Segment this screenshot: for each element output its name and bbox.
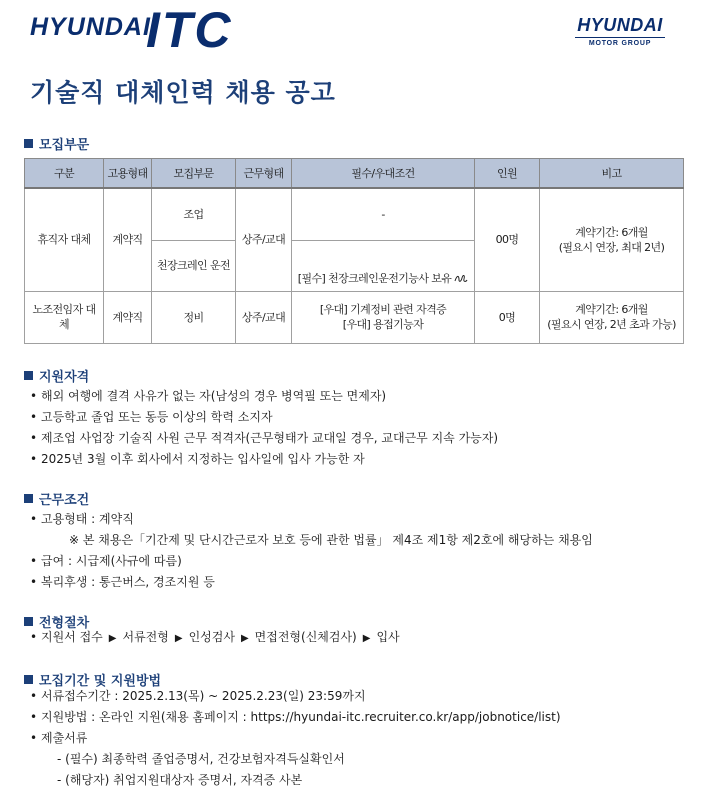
section-period-label: 모집기간 및 지원방법 — [39, 674, 162, 689]
cell-work-type: 상주/교대 — [236, 188, 292, 291]
list-item: • 복리후생 : 통근버스, 경조지원 등 — [30, 572, 593, 593]
cell-employment: 계약직 — [104, 291, 152, 343]
cell-employment: 계약직 — [104, 188, 152, 291]
note-line: (필요시 연장, 2년 초과 가능) — [547, 318, 676, 331]
note-line: (필요시 연장, 최대 2년) — [558, 240, 665, 254]
page-title: 기술직 대체인력 채용 공고 — [30, 78, 336, 107]
process-step: 입사 — [376, 630, 400, 644]
cell-dept: 천장크레인 운전 — [152, 240, 236, 291]
process-steps — [30, 627, 400, 648]
section-recruit-heading — [24, 134, 89, 153]
note-line: 계약기간: 6개월 — [575, 303, 648, 316]
square-bullet-icon — [24, 494, 33, 503]
cell-condition: - — [292, 188, 475, 240]
cell-condition — [292, 240, 475, 291]
condition-text: [필수] 천장크레인운전기능사 보유 — [297, 271, 452, 285]
arrow-right-icon: ▶ — [362, 633, 371, 644]
square-bullet-icon — [24, 139, 33, 148]
group-logo-hyundai: HYUNDAI — [577, 15, 663, 35]
process-step: 지원서 접수 — [41, 630, 103, 644]
cell-note — [540, 188, 684, 291]
conditions-list — [30, 509, 593, 593]
process-step: 인성검사 — [188, 630, 235, 644]
section-conditions-label: 근무조건 — [39, 493, 90, 508]
cell-dept: 조업 — [152, 188, 236, 240]
arrow-right-icon: ▶ — [174, 633, 183, 644]
table-header-row — [25, 159, 684, 189]
legal-note: ※ 본 채용은「기간제 및 단시간근로자 보호 등에 관한 법률」 제4조 제1항 제2호에 해당하는 채용임 — [69, 533, 593, 547]
list-item: • 해외 여행에 결격 사유가 없는 자(남성의 경우 병역필 또는 면제자) — [30, 386, 498, 407]
cell-dept: 정비 — [152, 291, 236, 343]
section-recruit-label: 모집부문 — [39, 138, 90, 153]
table-header: 필수/우대조건 — [292, 159, 475, 189]
process-step: 면접전형(신체검사) — [254, 630, 357, 644]
table-header: 인원 — [475, 159, 540, 189]
list-item: • 제조업 사업장 기술직 사원 근무 적격자(근무형태가 교대일 경우, 교대근무 지속 가능자) — [30, 428, 498, 449]
section-qualify-label: 지원자격 — [39, 370, 90, 385]
cell-headcount: 0명 — [475, 291, 540, 343]
qualification-list — [30, 386, 498, 470]
list-item: • 지원방법 : 온라인 지원(채용 홈페이지 : https://hyundai-itc.recruiter.co.kr/app/jobnotice/list) — [30, 707, 561, 728]
table-row — [25, 291, 684, 343]
arrow-right-icon: ▶ — [240, 633, 249, 644]
period-list — [30, 686, 561, 791]
header — [0, 0, 702, 60]
table-header: 구분 — [25, 159, 104, 189]
list-item: • 고용형태 : 계약직 — [30, 509, 593, 530]
cell-category: 노조전임자 대체 — [25, 291, 104, 343]
note-line: 계약기간: 6개월 — [575, 225, 648, 239]
section-process-label: 전형절차 — [39, 616, 90, 631]
condition-line: [우대] 용접기능자 — [342, 318, 424, 331]
cell-condition — [292, 291, 475, 343]
hyundai-logo: HYUNDAI — [30, 13, 151, 41]
list-item: • 2025년 3월 이후 회사에서 지정하는 입사일에 입사 가능한 자 — [30, 449, 498, 470]
list-item: - (필수) 최종학력 졸업증명서, 건강보험자격득실확인서 — [57, 752, 345, 766]
square-bullet-icon — [24, 675, 33, 684]
section-conditions-heading — [24, 489, 89, 508]
process-list — [30, 627, 400, 648]
group-logo-motor-group: MOTOR GROUP — [575, 37, 665, 47]
table-header: 모집부문 — [152, 159, 236, 189]
table-header: 고용형태 — [104, 159, 152, 189]
square-bullet-icon — [24, 371, 33, 380]
cell-category: 휴직자 대체 — [25, 188, 104, 291]
table-header: 비고 — [540, 159, 684, 189]
process-step: 서류전형 — [122, 630, 169, 644]
cell-work-type: 상주/교대 — [236, 291, 292, 343]
cell-note — [540, 291, 684, 343]
table-row — [25, 188, 684, 240]
hyundai-motor-group-logo — [575, 16, 665, 47]
list-item: • 급여 : 시급제(사규에 따름) — [30, 551, 593, 572]
itc-logo: ITC — [146, 2, 233, 58]
square-bullet-icon — [24, 617, 33, 626]
table-header: 근무형태 — [236, 159, 292, 189]
signature-mark-icon — [454, 272, 468, 284]
list-item: - (해당자) 취업지원대상자 증명서, 자격증 사본 — [57, 773, 303, 787]
arrow-right-icon: ▶ — [108, 633, 117, 644]
list-item: • 제출서류 — [30, 728, 561, 749]
list-item: • 고등학교 졸업 또는 동등 이상의 학력 소지자 — [30, 407, 498, 428]
cell-headcount: 00명 — [475, 188, 540, 291]
condition-line: [우대] 기계정비 관련 자격증 — [319, 303, 447, 316]
recruit-table — [24, 158, 684, 344]
section-qualify-heading — [24, 366, 89, 385]
list-item: • 서류접수기간 : 2025.2.13(목) ~ 2025.2.23(일) 23:59까지 — [30, 686, 561, 707]
